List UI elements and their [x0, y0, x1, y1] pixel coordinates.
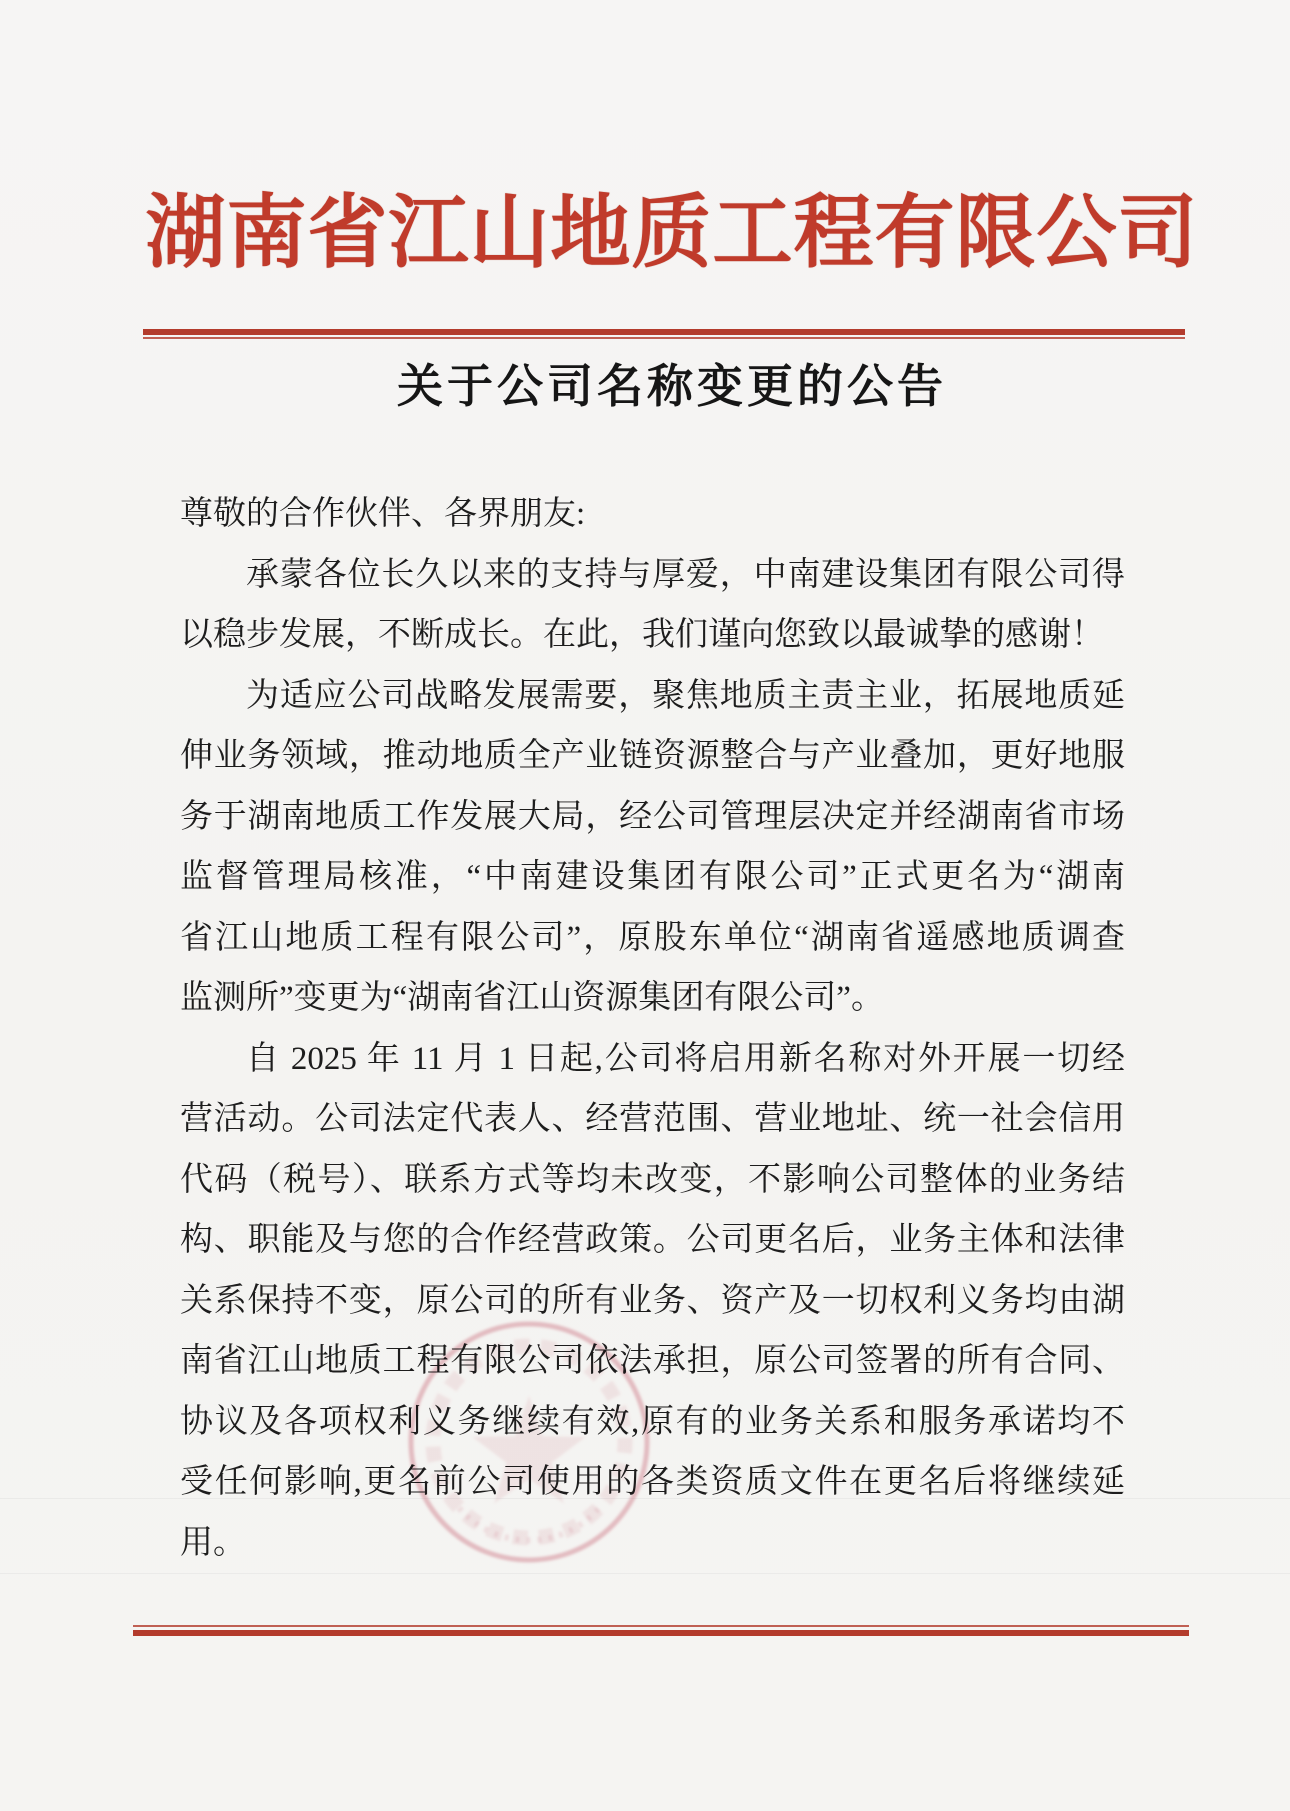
body-line: 用。	[180, 1524, 246, 1561]
announcement-body	[180, 484, 1125, 1573]
header-rule	[143, 329, 1185, 339]
body-line: 协议及各项权利义务继续有效,原有的业务关系和服务承诺均不	[180, 1403, 1125, 1440]
company-name-masthead: 湖南省江山地质工程有限公司	[145, 190, 1199, 278]
body-line: 承蒙各位长久以来的支持与厚爱，中南建设集团有限公司得	[246, 556, 1125, 593]
body-line: 伸业务领域，推动地质全产业链资源整合与产业叠加，更好地服	[180, 738, 1125, 774]
body-line: 构、职能及与您的合作经营政策。公司更名后，业务主体和法律	[180, 1222, 1125, 1258]
header-rule-thin	[143, 337, 1185, 339]
body-line: 为适应公司战略发展需要，聚焦地质主责主业，拓展地质延	[246, 677, 1125, 714]
body-line: 营活动。公司法定代表人、经营范围、营业地址、统一社会信用	[180, 1101, 1125, 1137]
salutation-line: 尊敬的合作伙伴、各界朋友:	[180, 496, 586, 532]
footer-rule-thick	[133, 1630, 1189, 1636]
header-rule-thick	[143, 329, 1185, 335]
body-line: 受任何影响,更名前公司使用的各类资质文件在更名后将继续延	[180, 1464, 1125, 1500]
scan-artifact-line	[0, 1573, 1290, 1574]
scan-artifact-line	[0, 1498, 1290, 1499]
body-line: 自 2025 年 11 月 1 日起,公司将启用新名称对外开展一切经	[246, 1040, 1125, 1077]
body-line: 监测所”变更为“湖南省江山资源集团有限公司”。	[180, 980, 884, 1016]
body-line: 务于湖南地质工作发展大局，经公司管理层决定并经湖南省市场	[180, 798, 1125, 835]
body-line: 省江山地质工程有限公司”，原股东单位“湖南省遥感地质调查	[180, 919, 1125, 956]
body-line: 关系保持不变，原公司的所有业务、资产及一切权利义务均由湖	[180, 1282, 1125, 1319]
body-line: 以稳步发展，不断成长。在此，我们谨向您致以最诚挚的感谢！	[180, 617, 1104, 653]
body-line: 监督管理局核准，“中南建设集团有限公司”正式更名为“湖南	[180, 859, 1125, 895]
body-line: 南省江山地质工程有限公司依法承担，原公司签署的所有合同、	[180, 1343, 1125, 1379]
body-line: 代码（税号）、联系方式等均未改变，不影响公司整体的业务结	[180, 1161, 1125, 1198]
footer-rule-thin	[133, 1625, 1189, 1627]
announcement-title: 关于公司名称变更的公告	[397, 361, 947, 412]
footer-rule	[133, 1625, 1189, 1636]
